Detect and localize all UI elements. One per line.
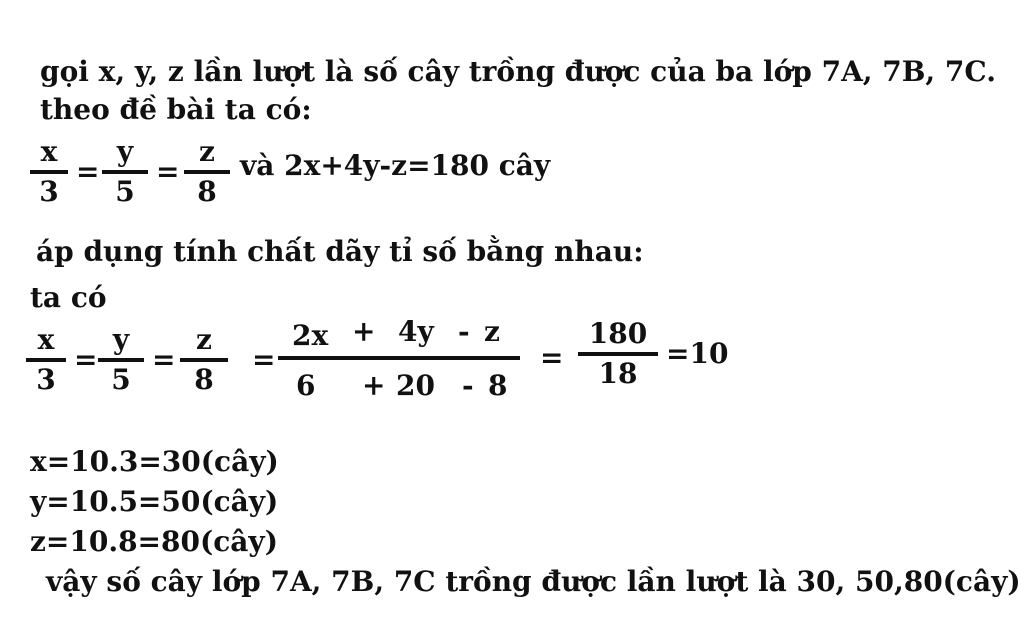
apply-line-1: áp dụng tính chất dãy tỉ số bằng nhau:: [36, 235, 644, 268]
denominator: 5: [111, 363, 131, 396]
equals-sign: =: [252, 343, 276, 376]
numerator-plus: +: [352, 315, 376, 348]
numerator: y: [112, 323, 130, 356]
denominator-term-6: 6: [296, 369, 316, 402]
denominator-minus: -: [462, 369, 474, 402]
equation-1-condition: và 2x+4y-z=180 cây: [240, 149, 551, 182]
numerator: x: [37, 323, 55, 356]
result-x: x=10.3=30(cây): [30, 445, 279, 478]
fraction-180-over-18: [578, 317, 658, 390]
fraction-bar: [184, 170, 230, 174]
fraction-x-over-3: [26, 323, 66, 396]
equals-sign: =: [540, 341, 564, 374]
conclusion: vậy số cây lớp 7A, 7B, 7C trồng được lần lượt là 30, 50,80(cây): [46, 565, 1021, 598]
denominator: 3: [39, 175, 59, 208]
numerator-term-2x: 2x: [292, 319, 329, 352]
fraction-y-over-5: [98, 323, 144, 396]
fraction-bar: [180, 358, 228, 362]
denominator-term-8: 8: [488, 369, 508, 402]
numerator: x: [40, 135, 58, 168]
fraction-bar: [30, 170, 68, 174]
fraction-bar: [98, 358, 144, 362]
fraction-bar: [578, 352, 658, 356]
numerator: y: [116, 135, 134, 168]
result-z: z=10.8=80(cây): [30, 525, 278, 558]
denominator-plus: +: [362, 369, 386, 402]
fraction-bar: [26, 358, 66, 362]
denominator-term-20: 20: [396, 369, 435, 402]
equals-sign: =: [152, 343, 176, 376]
denominator: 8: [194, 363, 214, 396]
fraction-z-over-8: [184, 135, 230, 208]
denominator: 5: [115, 175, 135, 208]
fraction-y-over-5: [102, 135, 148, 208]
fraction-bar: [102, 170, 148, 174]
denominator: 8: [197, 175, 217, 208]
denominator: 3: [36, 363, 56, 396]
intro-line-1: gọi x, y, z lần lượt là số cây trồng được của ba lớp 7A, 7B, 7C.: [40, 55, 996, 88]
equals-sign: =: [76, 155, 100, 188]
equation-2-result: =10: [666, 337, 729, 370]
numerator: z: [196, 323, 212, 356]
fraction-x-over-3: [30, 135, 68, 208]
equals-sign: =: [74, 343, 98, 376]
apply-line-2: ta có: [30, 281, 107, 314]
result-y: y=10.5=50(cây): [30, 485, 279, 518]
numerator: 180: [588, 317, 648, 350]
denominator: 18: [598, 357, 638, 390]
big-fraction-bar: [278, 356, 520, 360]
numerator-minus: -: [458, 315, 470, 348]
numerator: z: [199, 135, 215, 168]
fraction-z-over-8: [180, 323, 228, 396]
equals-sign: =: [156, 155, 180, 188]
numerator-term-4y: 4y: [398, 315, 434, 348]
intro-line-2: theo đề bài ta có:: [40, 93, 312, 126]
numerator-term-z: z: [484, 315, 500, 348]
